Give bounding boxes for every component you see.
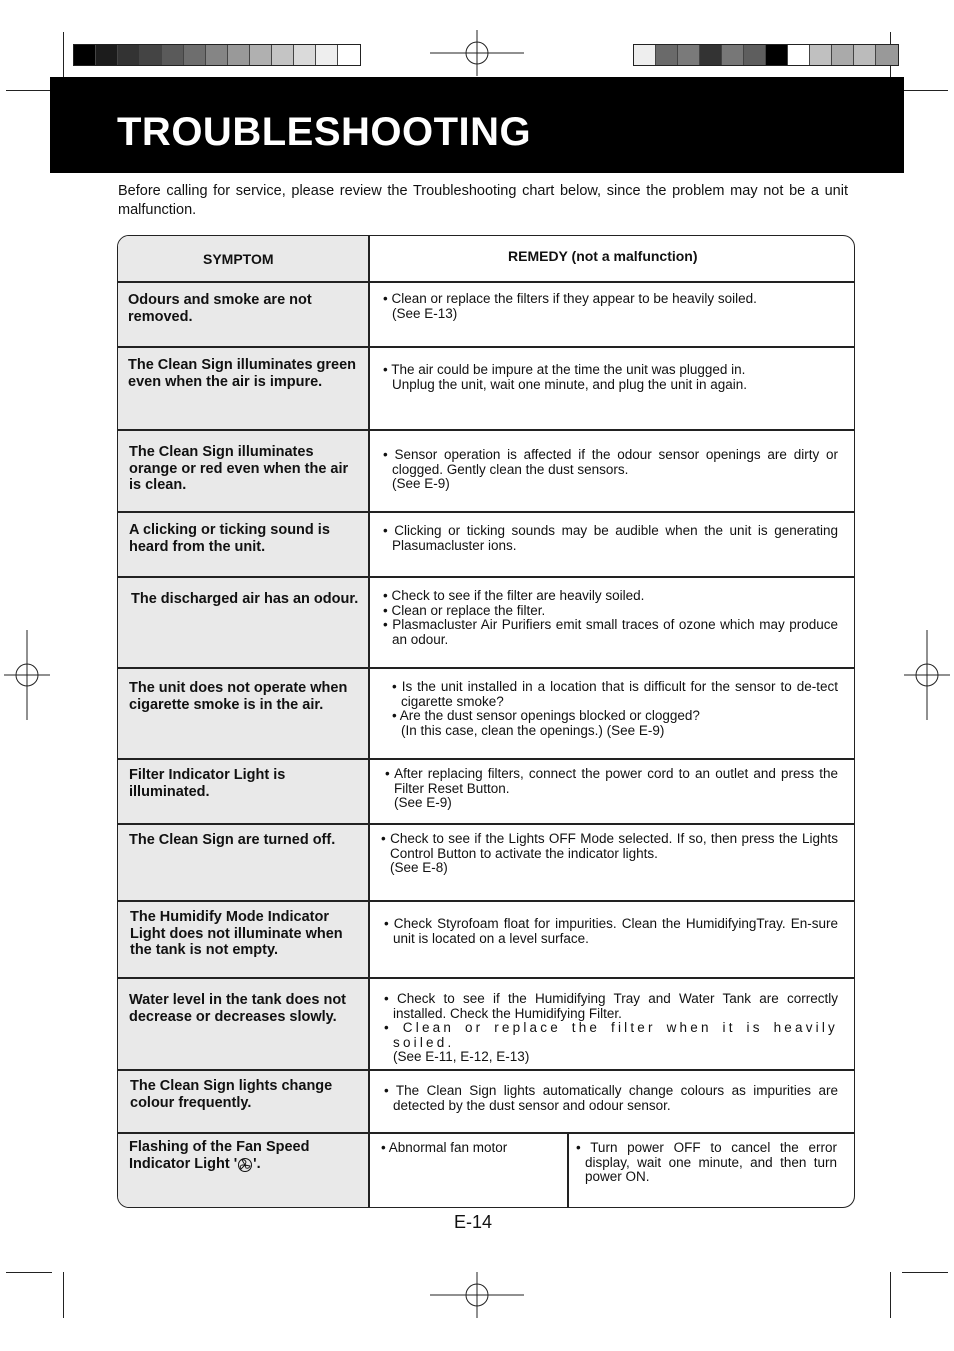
remedy-line: • After replacing filters, connect the power cord to an outlet and press the Filter Reset Button. xyxy=(385,766,838,796)
remedy-line: • Check to see if the Lights OFF Mode selected. If so, then press the Lights Control Button to activate the indicator lights. xyxy=(381,831,838,861)
remedy-text xyxy=(385,767,838,811)
crop-mark xyxy=(6,90,50,91)
remedy-line: (In this case, clean the openings.) (See E-9) xyxy=(401,722,665,738)
remedy-line: (See E-9) xyxy=(392,476,450,491)
color-swatch xyxy=(854,45,876,65)
symptom-text: The Clean Sign lights change colour frequently. xyxy=(130,1078,333,1111)
color-swatch xyxy=(96,45,118,65)
remedy-line: • Sensor operation is affected if the odour sensor openings are dirty or clogged. Gently clean the dust sensors. xyxy=(383,447,838,477)
color-swatch xyxy=(766,45,788,65)
color-calibration-bar xyxy=(633,44,899,66)
remedy-header: REMEDY (not a malfunction) xyxy=(508,248,698,264)
remedy-line: • Is the unit installed in a location that is difficult for the sensor to de-tect cigarette smoke? xyxy=(392,679,838,709)
crop-mark xyxy=(890,1272,891,1318)
remedy-text xyxy=(384,917,838,946)
color-swatch xyxy=(744,45,766,65)
symptom-text: Filter Indicator Light is illuminated. xyxy=(129,767,286,800)
row-divider xyxy=(118,429,854,431)
color-swatch xyxy=(228,45,250,65)
column-divider xyxy=(368,236,370,1207)
remedy-line: • Check to see if the filter are heavily soiled. xyxy=(383,588,645,603)
row-divider xyxy=(118,823,854,825)
troubleshooting-table xyxy=(117,235,855,1208)
title-band xyxy=(50,77,904,173)
row-divider xyxy=(118,758,854,760)
remedy-text xyxy=(384,1084,838,1113)
color-swatch xyxy=(206,45,228,65)
fan-icon xyxy=(237,1157,253,1173)
remedy-line: • Clean or replace the filters if they appear to be heavily soiled. xyxy=(383,291,757,306)
page-title: TROUBLESHOOTING xyxy=(117,110,532,154)
remedy-text xyxy=(383,363,838,392)
row-divider xyxy=(118,1132,854,1134)
color-swatch xyxy=(810,45,832,65)
color-swatch xyxy=(184,45,206,65)
remedy-text xyxy=(381,832,838,876)
color-swatch xyxy=(294,45,316,65)
symptom-text xyxy=(129,1139,361,1173)
color-swatch xyxy=(722,45,744,65)
remedy-text xyxy=(576,1141,837,1185)
remedy-line: • Plasmacluster Air Purifiers emit small traces of ozone which may produce an odour. xyxy=(383,617,838,647)
remedy-text xyxy=(383,292,838,321)
color-swatch xyxy=(876,45,898,65)
color-swatch xyxy=(250,45,272,65)
row-divider xyxy=(118,576,854,578)
symptom-text: The Humidify Mode Indicator Light does not illuminate when the tank is not empty. xyxy=(130,909,343,958)
row-divider xyxy=(118,346,854,348)
color-swatch xyxy=(316,45,338,65)
crop-mark xyxy=(904,90,948,91)
symptom-text-prefix: Flashing of the Fan Speed Indicator Light ' xyxy=(129,1139,310,1172)
symptom-text: Water level in the tank does not decrease or decreases slowly. xyxy=(129,992,347,1025)
remedy-line: Unplug the unit, wait one minute, and plug the unit in again. xyxy=(392,376,747,392)
color-swatch xyxy=(700,45,722,65)
color-swatch xyxy=(162,45,184,65)
remedy-line: (See E-9) xyxy=(394,795,452,810)
color-calibration-bar xyxy=(73,44,361,66)
color-swatch xyxy=(678,45,700,65)
crop-mark xyxy=(6,1272,52,1273)
remedy-line: • The Clean Sign lights automatically change colours as impurities are detected by the dust sensor and odour sensor. xyxy=(384,1083,838,1113)
remedy-line: • The air could be impure at the time the unit was plugged in. xyxy=(383,362,746,377)
remedy-line: • Clicking or ticking sounds may be audible when the unit is generating Plasumacluster ions. xyxy=(383,523,838,553)
remedy-text xyxy=(383,524,838,553)
remedy-line: • Turn power OFF to cancel the error display, wait one minute, and then turn power ON. xyxy=(576,1140,837,1184)
color-swatch xyxy=(656,45,678,65)
color-swatch xyxy=(832,45,854,65)
row-divider xyxy=(118,667,854,669)
symptom-text: The discharged air has an odour. xyxy=(131,591,359,607)
color-swatch xyxy=(788,45,810,65)
symptom-text: The Clean Sign illuminates orange or red even when the air is clean. xyxy=(129,444,349,493)
remedy-line: • Check Styrofoam float for impurities. Clean the HumidifyingTray. En-sure unit is located on a level surface. xyxy=(384,916,838,946)
symptom-text-suffix: '. xyxy=(253,1155,261,1172)
color-swatch xyxy=(118,45,140,65)
color-swatch xyxy=(74,45,96,65)
row-divider xyxy=(118,1069,854,1071)
registration-target-icon xyxy=(4,630,50,720)
crop-mark xyxy=(63,1272,64,1318)
color-swatch xyxy=(338,45,360,65)
remedy-line: • Clean or replace the filter when it is heavily soiled. xyxy=(384,1020,838,1050)
remedy-text xyxy=(384,992,838,1065)
color-swatch xyxy=(634,45,656,65)
row-divider xyxy=(118,281,854,283)
symptom-text: The Clean Sign illuminates green even when the air is impure. xyxy=(128,357,357,390)
remedy-line: (See E-8) xyxy=(390,860,448,875)
remedy-line: • Check to see if the Humidifying Tray and Water Tank are correctly installed. Check the Humidifying Filter. xyxy=(384,991,838,1021)
registration-target-icon xyxy=(430,30,524,76)
intro-paragraph: Before calling for service, please review the Troubleshooting chart below, since the problem may not be a unit malfunction. xyxy=(118,183,848,218)
crop-mark xyxy=(902,1272,948,1273)
row-divider xyxy=(118,977,854,979)
color-swatch xyxy=(272,45,294,65)
remedy-line: • Clean or replace the filter. xyxy=(383,602,546,618)
remedy-text xyxy=(392,680,838,738)
remedy-text xyxy=(383,589,838,647)
cause-remedy-divider xyxy=(567,1132,569,1208)
remedy-line: (See E-11, E-12, E-13) xyxy=(393,1049,530,1064)
symptom-text: A clicking or ticking sound is heard from the unit. xyxy=(129,522,330,555)
symptom-header: SYMPTOM xyxy=(203,251,274,267)
remedy-line: (See E-13) xyxy=(392,305,458,321)
row-divider xyxy=(118,511,854,513)
remedy-text xyxy=(383,448,838,492)
row-divider xyxy=(118,900,854,902)
cause-text: • Abnormal fan motor xyxy=(381,1140,508,1155)
registration-target-icon xyxy=(430,1272,524,1318)
symptom-text: The unit does not operate when cigarette smoke is in the air. xyxy=(129,680,348,713)
symptom-text: Odours and smoke are not removed. xyxy=(128,292,312,325)
page-number: E-14 xyxy=(454,1212,493,1232)
registration-target-icon xyxy=(904,630,950,720)
remedy-line: • Are the dust sensor openings blocked or clogged? xyxy=(392,708,700,723)
color-swatch xyxy=(140,45,162,65)
symptom-text: The Clean Sign are turned off. xyxy=(129,832,336,848)
